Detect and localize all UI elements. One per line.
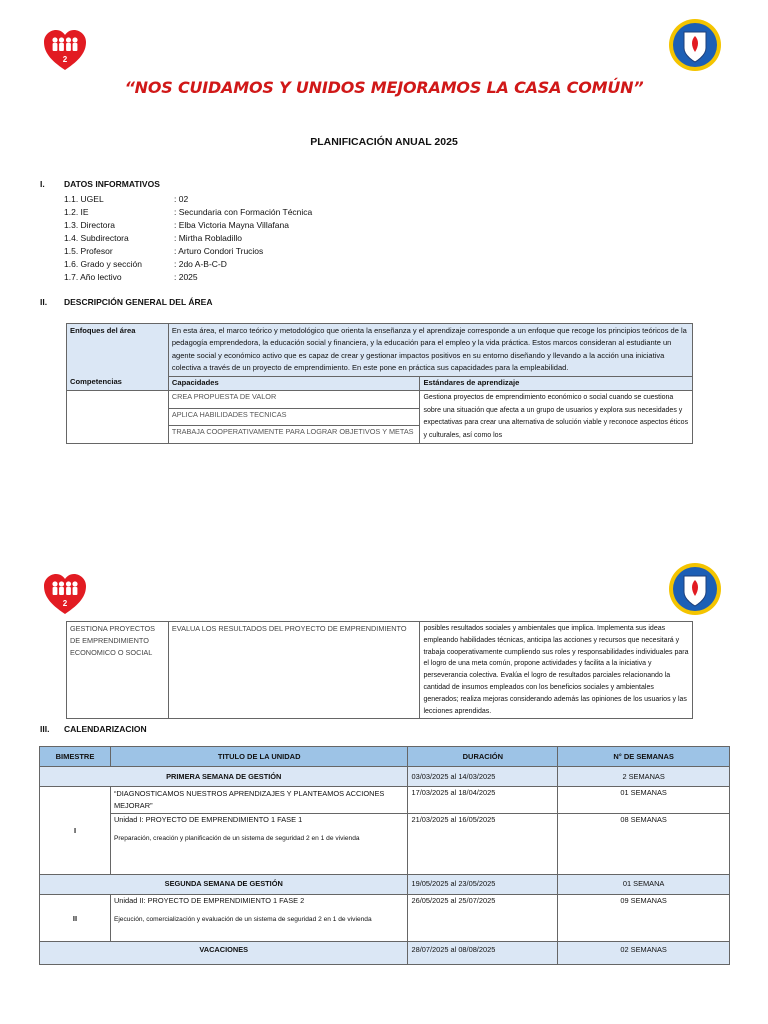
info-label: 1.4. Subdirectora <box>64 233 129 243</box>
info-label: 1.5. Profesor <box>64 246 113 256</box>
section-title: CALENDARIZACION <box>64 724 147 734</box>
school-crest-right <box>668 562 722 621</box>
bimestre-cell: II <box>40 895 111 942</box>
svg-text:2: 2 <box>62 599 68 608</box>
capacidad-item: APLICA HABILIDADES TECNICAS <box>168 408 420 426</box>
svg-text:2: 2 <box>62 55 68 64</box>
enfoques-text: En esta área, el marco teórico y metodológico que orienta la enseñanza y el aprendizaje corresponde a un enfoque que recoge los principios teóricos de la pedagogía emprendedora, la educación social y financiera, y la educación para el empleo y la vida práctica. Estos marcos consideran al estudiante un agente social y económico activo que es capaz de crear y gestionar impactos positivos en su entorno diseñando y llevando a la acción una iniciativa colectiva a través de un proyecto de emprendimiento. En este pone en práctica sus capacidades para la empleabilidad. <box>168 324 692 377</box>
section-3-heading <box>40 724 147 734</box>
unidad-title: “DIAGNOSTICAMOS NUESTROS APRENDIZAJES Y PLANTEAMOS ACCIONES MEJORAR” <box>110 787 408 814</box>
info-label: 1.3. Directora <box>64 220 116 230</box>
bimestre-cell: I <box>40 787 111 875</box>
info-row <box>64 219 312 232</box>
section-1-heading <box>40 179 160 189</box>
semanas-cell: 02 SEMANAS <box>558 942 730 965</box>
duracion-cell: 21/03/2025 al 16/05/2025 <box>408 814 558 875</box>
unidad-title: Unidad II: PROYECTO DE EMPRENDIMIENTO 1 FASE 2 <box>113 896 305 905</box>
duracion-cell: 19/05/2025 al 23/05/2025 <box>408 875 558 895</box>
info-value: : 2do A-B-C-D <box>174 259 227 269</box>
semanas-cell: 2 SEMANAS <box>558 767 730 787</box>
table-row <box>40 787 730 814</box>
info-row <box>64 245 312 258</box>
capacidad-item: TRABAJA COOPERATIVAMENTE PARA LOGRAR OBJETIVOS Y METAS <box>168 426 420 444</box>
semanas-cell: 01 SEMANAS <box>558 787 730 814</box>
competencias-label: Competencias <box>67 376 169 391</box>
section-number: I. <box>40 179 45 189</box>
capacidad-item: CREA PROPUESTA DE VALOR <box>168 391 420 409</box>
semanas-cell: 09 SEMANAS <box>558 895 730 942</box>
info-row <box>64 232 312 245</box>
gestion-title: PRIMERA SEMANA DE GESTIÓN <box>40 767 408 787</box>
col-header: N° DE SEMANAS <box>558 747 730 767</box>
school-logo-left <box>44 574 86 621</box>
info-label: 1.1. UGEL <box>64 194 104 204</box>
school-logo-left <box>44 30 86 77</box>
area-table-continued <box>66 621 693 719</box>
gestion-title: SEGUNDA SEMANA DE GESTIÓN <box>40 875 408 895</box>
calendar-table <box>39 746 730 965</box>
estandar-text-continued: posibles resultados sociales y ambientales que implica. Implementa sus ideas empleando habilidades técnicas, anticipa las acciones y recursos que necesitará y trabaja cooperativamente cumpliendo sus roles y responsabilidades individuales para el logro de una meta común, propone actividades y facilita a la iniciativa y perseverancia colectiva. Evalúa el logro de resultados parciales relacionando la cantidad de insumos empleados con los beneficios sociales y ambientales generados; realiza mejoras considerando además las opiniones de los usuarios y las lecciones aprendidas. <box>420 622 693 719</box>
table-row <box>40 767 730 787</box>
section-number: III. <box>40 724 50 734</box>
info-row <box>64 193 312 206</box>
info-value: : Secundaria con Formación Técnica <box>174 207 313 217</box>
info-value: : Mirtha Robladillo <box>174 233 243 243</box>
area-table <box>66 323 693 444</box>
section-2-heading <box>40 297 212 307</box>
unidad-description: Preparación, creación y planificación de un sistema de seguridad 2 en 1 de vivienda <box>113 835 360 842</box>
page-title: PLANIFICACIÓN ANUAL 2025 <box>310 136 458 148</box>
info-value: : Elba Victoria Mayna Villafana <box>174 220 289 230</box>
info-label: 1.2. IE <box>64 207 89 217</box>
semanas-cell: 01 SEMANA <box>558 875 730 895</box>
competencia-cell <box>67 391 169 444</box>
duracion-cell: 17/03/2025 al 18/04/2025 <box>408 787 558 814</box>
estandares-label: Estándares de aprendizaje <box>420 376 693 391</box>
capacidades-label: Capacidades <box>168 376 420 391</box>
info-row <box>64 206 312 219</box>
info-value: : Arturo Condori Trucios <box>174 246 264 256</box>
table-row <box>40 942 730 965</box>
semanas-cell: 08 SEMANAS <box>558 814 730 875</box>
table-header-row <box>40 747 730 767</box>
info-label: 1.7. Año lectivo <box>64 272 122 282</box>
info-value: : 02 <box>174 194 189 204</box>
estandar-text: Gestiona proyectos de emprendimiento económico o social cuando se cuestiona sobre una situación que afecta a un grupo de usuarios y explora sus necesidades y expectativas para crear una alternativa de solución viable y reconoce aspectos éticos y culturales, así como los <box>420 391 693 444</box>
section-number: II. <box>40 297 48 307</box>
motto: “NOS CUIDAMOS Y UNIDOS MEJORAMOS LA CASA COMÚN” <box>124 78 644 97</box>
capacidad-item: EVALUA LOS RESULTADOS DEL PROYECTO DE EMPRENDIMIENTO <box>168 622 420 719</box>
unidad-title: Unidad I: PROYECTO DE EMPRENDIMIENTO 1 FASE 1 <box>113 815 303 824</box>
duracion-cell: 28/07/2025 al 08/08/2025 <box>408 942 558 965</box>
info-list <box>64 193 312 284</box>
duracion-cell: 26/05/2025 al 25/07/2025 <box>408 895 558 942</box>
table-row <box>40 814 730 875</box>
duracion-cell: 03/03/2025 al 14/03/2025 <box>408 767 558 787</box>
section-title: DATOS INFORMATIVOS <box>64 179 160 189</box>
unidad-description: Ejecución, comercialización y evaluación de un sistema de seguridad 2 en 1 de vivienda <box>113 916 372 923</box>
table-row <box>40 895 730 942</box>
section-title: DESCRIPCIÓN GENERAL DEL ÁREA <box>64 297 213 307</box>
vacaciones-title: VACACIONES <box>40 942 408 965</box>
info-value: : 2025 <box>174 272 198 282</box>
info-row <box>64 258 312 271</box>
info-label: 1.6. Grado y sección <box>64 259 142 269</box>
competencia-name: GESTIONA PROYECTOS DE EMPRENDIMIENTO ECONOMICO O SOCIAL <box>67 622 169 719</box>
col-header: BIMESTRE <box>40 747 111 767</box>
col-header: TITULO DE LA UNIDAD <box>110 747 408 767</box>
info-row <box>64 271 312 284</box>
table-row <box>40 875 730 895</box>
school-crest-right <box>668 18 722 77</box>
col-header: DURACIÓN <box>408 747 558 767</box>
enfoques-label: Enfoques del área <box>67 324 169 377</box>
